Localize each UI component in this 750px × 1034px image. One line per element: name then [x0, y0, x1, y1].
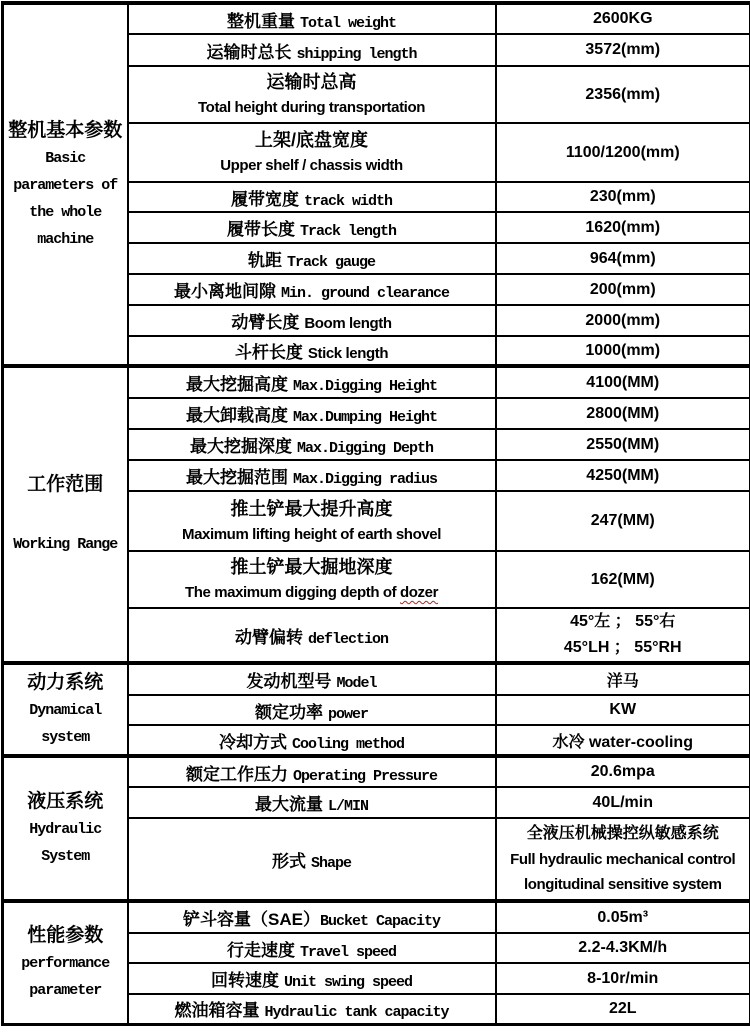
- value-cell: [496, 787, 750, 818]
- param-cell: [128, 305, 496, 336]
- category-cell: [3, 756, 128, 901]
- param-label-en: Track gauge: [286, 254, 376, 271]
- category-label-en: Hydraulic: [29, 820, 102, 838]
- table-row: [3, 901, 750, 933]
- param-label-en: deflection: [307, 630, 388, 648]
- spec-group-basic-parameters: [3, 3, 750, 366]
- param-cell: [128, 429, 496, 460]
- param-label-en: Max.Digging Height: [292, 378, 438, 395]
- category-cell: [3, 901, 128, 1024]
- value-text: 2.2-4.3KM/h: [578, 939, 668, 956]
- param-label-en: Max.Digging Depth: [296, 440, 434, 457]
- param-label-zh: 斗杆长度: [234, 343, 303, 362]
- param-cell: [128, 901, 496, 933]
- value-cell: [496, 901, 750, 933]
- value-cell: [496, 305, 750, 336]
- value-cell: [496, 123, 750, 182]
- param-label-en: Model: [336, 675, 377, 692]
- category-cell: [3, 663, 128, 756]
- value-text: 162(MM): [590, 570, 655, 588]
- category-label-en: machine: [37, 230, 94, 248]
- param-cell: [128, 725, 496, 756]
- value-text: 2356(mm): [585, 85, 661, 103]
- param-label-zh: 上架/底盘宽度: [254, 130, 368, 150]
- param-label-zh: 推土铲最大提升高度: [230, 498, 393, 519]
- value-cell: [496, 398, 750, 429]
- param-cell: [128, 787, 496, 818]
- param-label-zh: 履带宽度: [230, 189, 299, 209]
- value-text: 8-10r/min: [587, 969, 659, 987]
- param-label-zh: 动臂偏转: [234, 627, 303, 647]
- param-cell: [128, 336, 496, 366]
- category-cell: [3, 366, 128, 663]
- param-label-en: Track length: [299, 223, 397, 240]
- value-text: 2800(MM): [586, 404, 660, 422]
- category-label-en: Dynamical: [29, 701, 102, 719]
- param-cell: [128, 212, 496, 243]
- param-cell: [128, 551, 496, 608]
- value-text: 水冷 water-cooling: [552, 733, 693, 751]
- param-label-zh: 最大挖掘范围: [185, 468, 288, 487]
- value-cell: [496, 933, 750, 963]
- table-row: [3, 3, 750, 34]
- param-cell: [128, 994, 496, 1024]
- value-cell: [496, 551, 750, 608]
- param-label-zh: 回转速度: [210, 971, 279, 990]
- value-text: 4250(MM): [586, 466, 660, 484]
- value-text: 0.05m³: [597, 908, 649, 926]
- param-cell: [128, 123, 496, 182]
- param-label-zh: 履带长度: [226, 220, 295, 239]
- value-cell: [496, 695, 750, 725]
- category-label-en: System: [41, 847, 90, 865]
- param-label-en: Shape: [310, 854, 351, 872]
- param-label-zh: 最小离地间隙: [173, 282, 276, 301]
- table-row: [3, 756, 750, 787]
- param-label-en: Travel speed: [299, 943, 397, 961]
- param-cell: [128, 491, 496, 551]
- value-text: 洋马: [606, 673, 639, 690]
- value-text: 3572(mm): [585, 41, 661, 58]
- param-label-zh: 额定工作压力: [185, 764, 288, 784]
- param-label-en: L/MIN: [327, 798, 368, 815]
- param-label-zh: 轨距: [247, 251, 282, 270]
- value-text: 247(MM): [590, 512, 655, 529]
- category-label-en: parameters of: [13, 176, 118, 194]
- value-cell: [496, 756, 750, 787]
- param-label-zh: 动臂长度: [231, 313, 300, 332]
- value-cell: [496, 663, 750, 695]
- value-text: 2550(MM): [586, 435, 660, 453]
- spec-group-performance-parameter: [3, 901, 750, 1024]
- param-label-zh: 最大挖掘深度: [189, 437, 292, 456]
- value-text: 964(mm): [589, 249, 656, 267]
- param-cell: [128, 274, 496, 305]
- value-cell: [496, 818, 750, 901]
- category-cell: [3, 3, 128, 366]
- param-label-en: Total height during transportation: [198, 99, 425, 116]
- param-label-zh: 运输时总长: [206, 42, 292, 62]
- param-label-en: Hydraulic tank capacity: [264, 1004, 449, 1022]
- value-text: longitudinal sensitive system: [523, 876, 722, 893]
- value-text: 40L/min: [592, 793, 653, 811]
- param-cell: [128, 818, 496, 901]
- param-label-en: Stick length: [307, 345, 389, 362]
- param-label-en: [131, 581, 493, 605]
- value-cell: [496, 429, 750, 460]
- param-label-zh: 行走速度: [226, 940, 295, 960]
- value-cell: [496, 994, 750, 1024]
- param-label-en: Unit swing speed: [283, 974, 413, 991]
- value-text: 230(mm): [589, 188, 656, 205]
- param-label-en: track width: [303, 192, 393, 210]
- param-label-en: Bucket Capacity: [319, 913, 440, 930]
- param-label-zh: 最大流量: [254, 795, 323, 814]
- param-label-en: Boom length: [304, 315, 392, 332]
- param-label-zh: 推土铲最大掘地深度: [230, 557, 393, 577]
- value-cell: [496, 274, 750, 305]
- param-cell: [128, 3, 496, 34]
- param-label-zh: 冷却方式: [218, 732, 287, 752]
- spec-group-working-range: [3, 366, 750, 663]
- spec-table: [1, 1, 750, 1026]
- value-cell: [496, 243, 750, 274]
- param-label-en-text: The maximum digging depth of: [184, 584, 401, 601]
- param-label-zh: 燃油箱容量: [174, 1001, 260, 1021]
- param-cell: [128, 366, 496, 398]
- param-cell: [128, 663, 496, 695]
- value-cell: [496, 3, 750, 34]
- value-cell: [496, 491, 750, 551]
- param-cell: [128, 460, 496, 491]
- value-text: 2600KG: [592, 10, 653, 27]
- value-cell: [496, 725, 750, 756]
- param-cell: [128, 34, 496, 66]
- value-text: 1620(mm): [585, 218, 661, 236]
- table-row: [3, 366, 750, 398]
- param-label-zh: 运输时总高: [266, 72, 357, 92]
- param-label-en: Max.Digging radius: [292, 471, 438, 488]
- category-label-en: the whole: [29, 203, 102, 221]
- category-label-zh: 性能参数: [27, 924, 104, 946]
- value-text: 45°LH ； 55°RH: [563, 639, 682, 656]
- table-row: [3, 663, 750, 695]
- category-label-en: system: [41, 728, 90, 746]
- category-label-zh: 整机基本参数: [8, 119, 123, 141]
- value-text: KW: [609, 701, 637, 718]
- category-label-en: Working Range: [13, 536, 118, 553]
- value-cell: [496, 182, 750, 212]
- category-label-en: performance: [21, 954, 110, 972]
- param-label-zh: 整机重量: [226, 11, 295, 31]
- value-cell: [496, 336, 750, 366]
- category-label-zh: 动力系统: [27, 671, 104, 693]
- value-text: 45°左 ； 55°右: [570, 613, 676, 630]
- value-text: 200(mm): [589, 280, 656, 298]
- value-cell: [496, 460, 750, 491]
- value-cell: [496, 366, 750, 398]
- spec-group-dynamical-system: [3, 663, 750, 756]
- param-label-zh: 额定功率: [254, 702, 323, 722]
- param-cell: [128, 608, 496, 663]
- value-cell: [496, 963, 750, 994]
- param-label-en: Max.Dumping Height: [292, 409, 438, 426]
- param-cell: [128, 695, 496, 725]
- param-label-en: power: [327, 705, 368, 723]
- value-cell: [496, 34, 750, 66]
- value-text: 1100/1200(mm): [565, 143, 680, 161]
- param-cell: [128, 398, 496, 429]
- value-text: 20.6mpa: [590, 763, 655, 780]
- value-text: 1000(mm): [585, 341, 661, 359]
- param-label-en: Maximum lifting height of earth shovel: [182, 525, 441, 543]
- value-text: 4100(MM): [586, 373, 660, 391]
- param-label-en: Cooling method: [291, 735, 405, 753]
- value-text: Full hydraulic mechanical control: [510, 851, 736, 868]
- value-text: 2000(mm): [585, 311, 661, 329]
- param-cell: [128, 756, 496, 787]
- param-cell: [128, 933, 496, 963]
- category-label-zh: 工作范围: [27, 474, 104, 495]
- param-label-en: Upper shelf / chassis width: [220, 157, 403, 174]
- value-text: 全液压机械操控纵敏感系统: [526, 825, 719, 842]
- category-label-zh: 液压系统: [27, 790, 104, 812]
- value-text: 22L: [608, 999, 637, 1017]
- param-label-zh: 铲斗容量（SAE）: [183, 910, 320, 929]
- param-cell: [128, 243, 496, 274]
- spellcheck-underline: dozer: [400, 584, 439, 601]
- param-label-en: Total weight: [299, 14, 397, 32]
- param-label-zh: 最大卸载高度: [185, 406, 288, 425]
- param-label-zh: 发动机型号: [246, 672, 332, 691]
- spec-group-hydraulic-system: [3, 756, 750, 901]
- param-label-en: Operating Pressure: [292, 767, 438, 785]
- param-label-zh: 最大挖掘高度: [185, 375, 288, 394]
- param-label-zh: 形式: [271, 851, 306, 871]
- category-label-en: Basic: [45, 149, 86, 167]
- param-label-en: Min. ground clearance: [280, 285, 450, 302]
- param-cell: [128, 66, 496, 123]
- value-cell: [496, 608, 750, 663]
- value-cell: [496, 212, 750, 243]
- param-cell: [128, 182, 496, 212]
- value-cell: [496, 66, 750, 123]
- category-label-en: parameter: [29, 981, 102, 999]
- param-label-en: shipping length: [296, 45, 417, 63]
- param-cell: [128, 963, 496, 994]
